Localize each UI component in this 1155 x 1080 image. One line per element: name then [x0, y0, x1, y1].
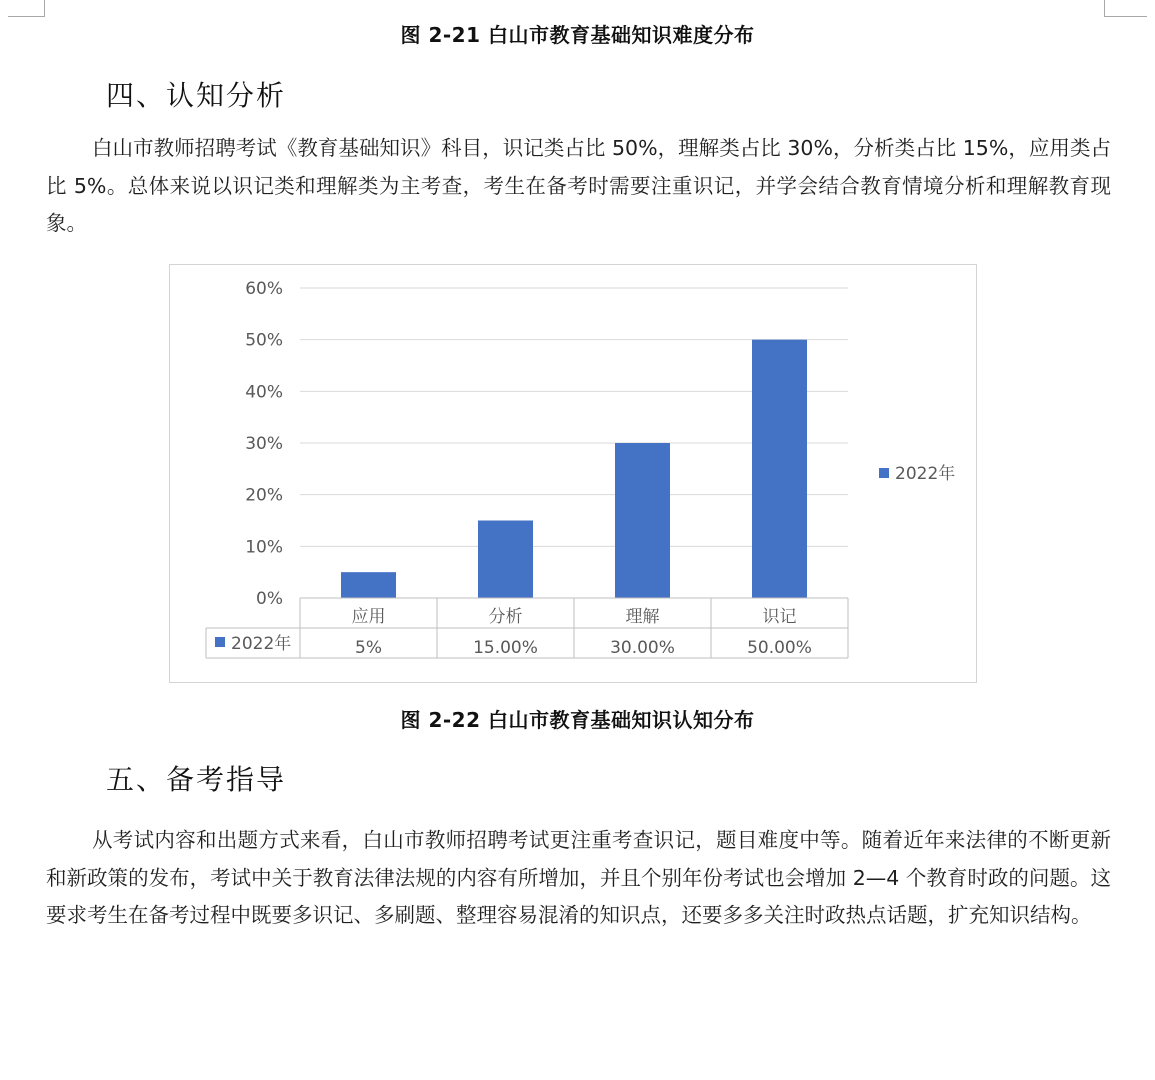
- bar-2: [478, 521, 533, 599]
- y-tick-label: 0%: [256, 589, 283, 609]
- bar-4: [752, 340, 807, 598]
- paragraph-exam-guidance: 从考试内容和出题方式来看，白山市教师招聘考试更注重考查识记，题目难度中等。随着近年来法律的不断更新和新政策的发布，考试中关于教育法律法规的内容有所增加，并且个别年份考试也会增加 2—4 个教育时政的问题。这要求考生在备考过程中既要多识记、多刷题、整理容易混淆的知识点，还要多多关注时政热点话题，扩充知识结构。: [46, 828, 1111, 927]
- y-tick-label: 40%: [245, 382, 283, 403]
- table-value-cell: 5%: [355, 638, 382, 658]
- table-value-cell: 15.00%: [473, 638, 538, 658]
- y-tick-label: 20%: [245, 485, 283, 506]
- y-tick-label: 60%: [245, 279, 283, 299]
- section-heading-exam-guidance: 五、备考指导: [106, 763, 287, 796]
- category-label: 理解: [625, 607, 660, 627]
- table-value-cell: 50.00%: [747, 638, 812, 658]
- bar-3: [615, 443, 670, 598]
- paragraph-cognitive-analysis: 白山市教师招聘考试《教育基础知识》科目，识记类占比 50%，理解类占比 30%，分析类占比 15%，应用类占比 5%。总体来说以识记类和理解类为主考查，考生在备考时需要注重识记，并学会结合教育情境分析和理解教育现象。: [46, 136, 1111, 235]
- category-label: 分析: [488, 607, 523, 627]
- cognitive-distribution-chart: [170, 265, 976, 682]
- category-label: 应用: [351, 607, 386, 627]
- bar-1: [341, 572, 396, 598]
- y-tick-label: 50%: [245, 330, 283, 351]
- figure-caption-2-22: 图 2-22 白山市教育基础知识认知分布: [400, 708, 755, 732]
- section-heading-cognitive-analysis: 四、认知分析: [106, 79, 287, 112]
- table-value-cell: 30.00%: [610, 638, 675, 658]
- page-corner-mark-left: [8, 0, 45, 17]
- table-row-header-label: 2022年: [231, 634, 292, 654]
- figure-caption-2-21: 图 2-21 白山市教育基础知识难度分布: [400, 23, 755, 47]
- page-corner-mark-right: [1104, 0, 1147, 17]
- legend-label: 2022年: [895, 464, 956, 484]
- table-legend-key: [215, 637, 225, 647]
- y-tick-label: 30%: [245, 434, 283, 454]
- y-tick-label: 10%: [245, 537, 283, 558]
- category-label: 识记: [762, 607, 797, 627]
- legend-key: [879, 468, 889, 478]
- chart-frame: [169, 264, 977, 683]
